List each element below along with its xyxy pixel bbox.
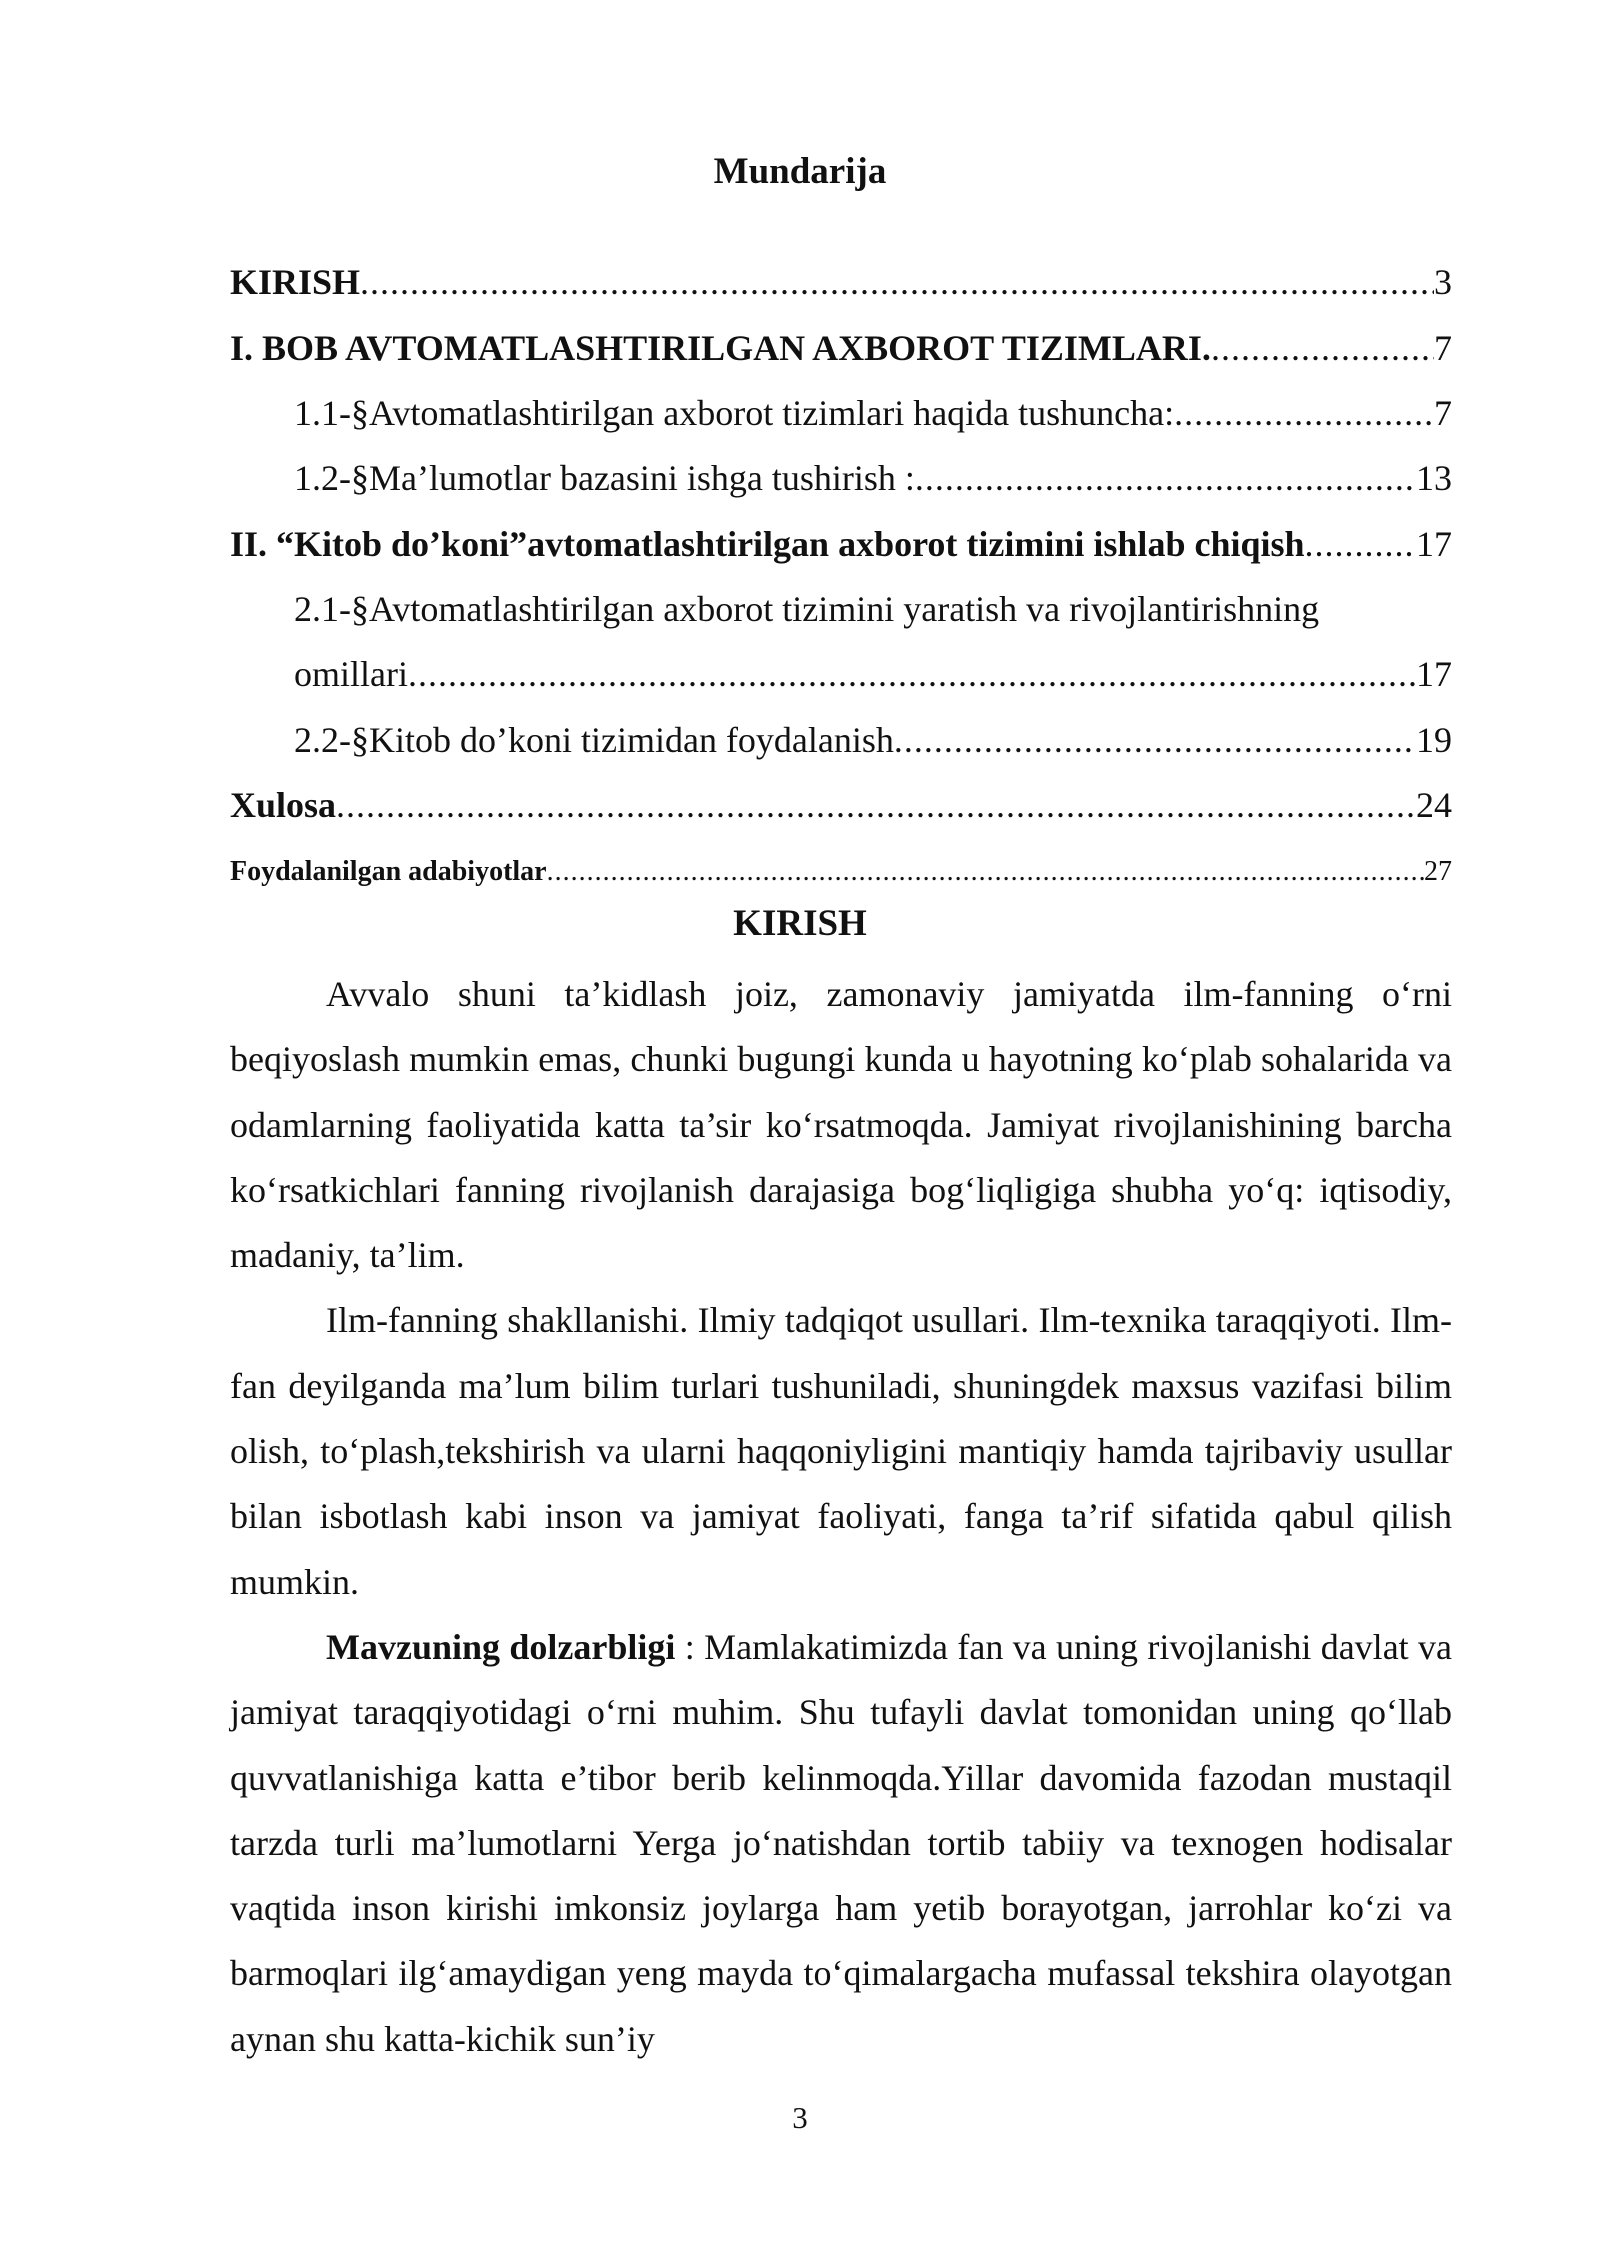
page-number: 3 bbox=[792, 2100, 808, 2135]
toc-leader-dots bbox=[915, 456, 1416, 500]
toc-entry-label: 1.1-§Avtomatlashtirilgan axborot tizimlari haqida tushuncha: bbox=[294, 393, 1175, 433]
toc-entry-page: 7 bbox=[1434, 393, 1452, 433]
toc-entry-section-2-1-line1[interactable]: 2.1-§Avtomatlashtirilgan axborot tizimini yaratish va rivojlantirishning bbox=[294, 589, 1320, 629]
toc-entry-page: 27 bbox=[1424, 856, 1452, 887]
toc-leader-dots bbox=[1305, 522, 1416, 566]
paragraph: Ilm-fanning shakllanishi. Ilmiy tadqiqot usullari. Ilm-texnika taraqqiyoti. Ilm-fan deyilganda ma’lum bilim turlari tushuniladi, shuningdek maxsus vazifasi bilim olish, toʻplash,tekshirish va ularni haqqoniyligini mantiqiy hamda tajribaviy usullar bilan isbotlash kabi inson va jamiyat faoliyati, fanga ta’rif sifatida qabul qilish mumkin. bbox=[230, 1300, 1452, 1602]
toc-entry-label: omillari bbox=[294, 654, 408, 694]
toc-entry-kirish[interactable] bbox=[230, 260, 1452, 304]
toc-entry-section-2-2[interactable] bbox=[294, 718, 1452, 762]
toc-entry-chapter-2[interactable] bbox=[230, 522, 1452, 566]
toc-entry-label: Xulosa bbox=[230, 785, 337, 825]
toc-entry-adabiyotlar[interactable] bbox=[230, 850, 1452, 894]
toc-entry-label: KIRISH bbox=[230, 262, 361, 302]
paragraph: Avvalo shuni ta’kidlash joiz, zamonaviy jamiyatda ilm-fanning oʻrni beqiyoslash mumkin emas, chunki bugungi kunda u hayotning koʻplab sohalarida va odamlarning faoliyatida katta ta’sir koʻrsatmoqda. Jamiyat rivojlanishining barcha koʻrsatkichlari fanning rivojlanish darajasiga bogʻliqligiga shubha yoʻq: iqtisodiy, madaniy, ta’lim. bbox=[230, 974, 1452, 1276]
toc-leader-dots bbox=[360, 260, 1434, 304]
toc-leader-dots bbox=[408, 652, 1416, 696]
toc-leader-dots bbox=[894, 718, 1416, 762]
toc-entry-label: 1.2-§Ma’lumotlar bazasini ishga tushirish : bbox=[294, 458, 915, 498]
toc-entry-page: 19 bbox=[1416, 720, 1452, 760]
body-text bbox=[230, 962, 1452, 2072]
toc-entry-label: II. “Kitob do’koni”avtomatlashtirilgan axborot tizimini ishlab chiqish bbox=[230, 524, 1305, 564]
toc-entry-page: 3 bbox=[1434, 262, 1452, 302]
toc-entry-chapter-1[interactable] bbox=[230, 326, 1452, 370]
toc-entry-xulosa[interactable] bbox=[230, 783, 1452, 827]
toc-leader-dots bbox=[1174, 391, 1434, 435]
toc-entry-page: 17 bbox=[1416, 524, 1452, 564]
toc-entry-page: 13 bbox=[1416, 458, 1452, 498]
paragraph-text: : Mamlakatimizda fan va uning rivojlanishi davlat va jamiyat taraqqiyotidagi oʻrni muhim. Shu tufayli davlat tomonidan uning qoʻllab quvvatlanishiga katta e’tibor berib kelinmoqda.Yillar davomida fazodan mustaqil tarzda turli ma’lumotlarni Yerga joʻnatishdan tortib tabiiy va texnogen hodisalar vaqtida inson kirishi imkonsiz joylarga ham yetib borayotgan, jarrohlar koʻzi va barmoqlari ilgʻamaydigan yeng mayda toʻqimalargacha mufassal tekshira olayotgan aynan shu katta-kichik sun’iy bbox=[230, 1626, 1452, 2059]
toc-title: Mundarija bbox=[713, 151, 887, 192]
toc-entry-label: Foydalanilgan adabiyotlar bbox=[230, 856, 547, 887]
paragraph bbox=[230, 1615, 1452, 2072]
paragraph-lead: Mavzuning dolzarbligi bbox=[326, 1626, 676, 1667]
toc-leader-dots bbox=[336, 783, 1416, 827]
toc-entry-label: 2.2-§Kitob do’koni tizimidan foydalanish bbox=[294, 720, 894, 760]
toc-entry-page: 17 bbox=[1416, 654, 1452, 694]
toc-entry-page: 7 bbox=[1434, 328, 1452, 368]
section-heading: KIRISH bbox=[733, 903, 867, 944]
toc-leader-dots bbox=[1211, 326, 1434, 370]
toc-leader-dots bbox=[547, 850, 1424, 894]
toc-entry-section-1-1[interactable] bbox=[294, 391, 1452, 435]
toc-entry-page: 24 bbox=[1416, 785, 1452, 825]
toc-entry-label: I. BOB AVTOMATLASHTIRILGAN AXBOROT TIZIMLARI. bbox=[230, 328, 1211, 368]
toc-entry-section-2-1[interactable] bbox=[294, 652, 1452, 696]
toc-entry-section-1-2[interactable] bbox=[294, 456, 1452, 500]
